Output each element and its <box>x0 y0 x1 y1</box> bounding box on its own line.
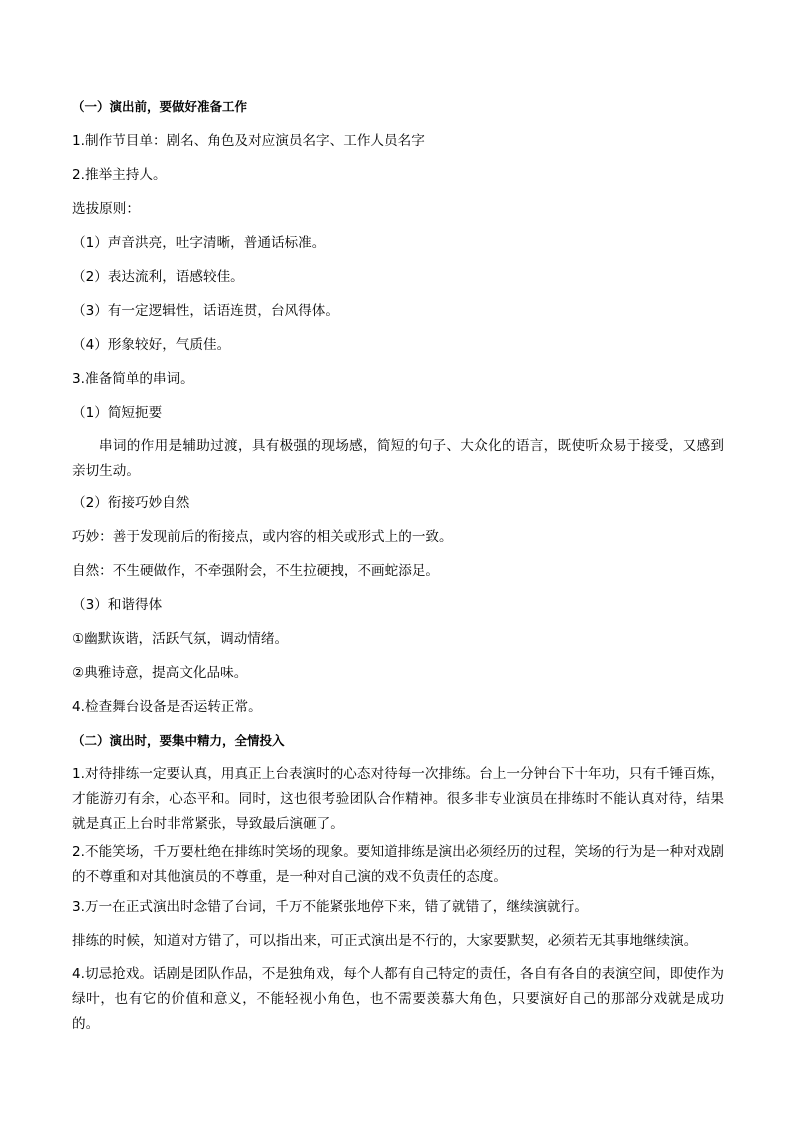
sub-heading-3: （3）和谐得体 <box>72 597 163 613</box>
principle-3: （3）有一定逻辑性，话语连贯，台风得体。 <box>72 303 339 319</box>
item-1: 1.制作节目单：剧名、角色及对应演员名字、工作人员名字 <box>72 133 425 149</box>
item-4: 4.检查舞台设备是否运转正常。 <box>72 699 262 715</box>
section2-heading: （二）演出时，要集中精力，全情投入 <box>72 733 285 748</box>
section1-heading: （一）演出前，要做好准备工作 <box>72 99 248 114</box>
principle-1: （1）声音洪亮，吐字清晰，普通话标准。 <box>72 235 326 251</box>
principle-4: （4）形象较好，气质佳。 <box>72 337 231 353</box>
selection-principle-label: 选拔原则： <box>72 201 140 217</box>
paragraph-4: 4.切忌抢戏。话剧是团队作品，不是独角戏，每个人都有自己特定的责任，各自有各自的表演空间，即使作为绿叶，也有它的价值和意义，不能轻视小角色，也不需要羡慕大角色，只要演好自己的那部分戏就是成功的。 <box>72 966 724 1032</box>
ziran-line: 自然：不生硬做作，不牵强附会，不生拉硬拽，不画蛇添足。 <box>72 563 440 579</box>
circle-item-2: ②典雅诗意，提高文化品味。 <box>72 665 248 681</box>
qiaomiao-line: 巧妙：善于发现前后的衔接点，或内容的相关或形式上的一致。 <box>72 529 453 545</box>
paragraph-3: 3.万一在正式演出时念错了台词，千万不能紧张地停下来，错了就错了，继续演就行。 <box>72 899 588 915</box>
principle-2: （2）表达流利，语感较佳。 <box>72 269 244 285</box>
sub1-paragraph: 串词的作用是辅助过渡，具有极强的现场感，简短的句子、大众化的语言，既使听众易于接受，又感到亲切生动。 <box>72 438 724 479</box>
sub-heading-1: （1）简短扼要 <box>72 405 163 421</box>
paragraph-3b: 排练的时候，知道对方错了，可以指出来，可正式演出是不行的，大家要默契，必须若无其事地继续演。 <box>72 933 698 949</box>
paragraph-1: 1.对待排练一定要认真，用真正上台表演时的心态对待每一次排练。台上一分钟台下十年功，只有千锤百炼，才能游刃有余，心态平和。同时，这也很考验团队合作精神。很多非专业演员在排练时不能认真对待，结果就是真正上台时非常紧张，导致最后演砸了。 <box>72 766 724 832</box>
item-3: 3.准备简单的串词。 <box>72 371 194 387</box>
sub-heading-2: （2）衔接巧妙自然 <box>72 495 190 511</box>
paragraph-2: 2.不能笑场，千万要杜绝在排练时笑场的现象。要知道排练是演出必须经历的过程，笑场的行为是一种对戏剧的不尊重和对其他演员的不尊重，是一种对自己演的戏不负责任的态度。 <box>72 844 724 885</box>
circle-item-1: ①幽默诙谐，活跃气氛，调动情绪。 <box>72 631 289 647</box>
item-2: 2.推举主持人。 <box>72 167 167 183</box>
